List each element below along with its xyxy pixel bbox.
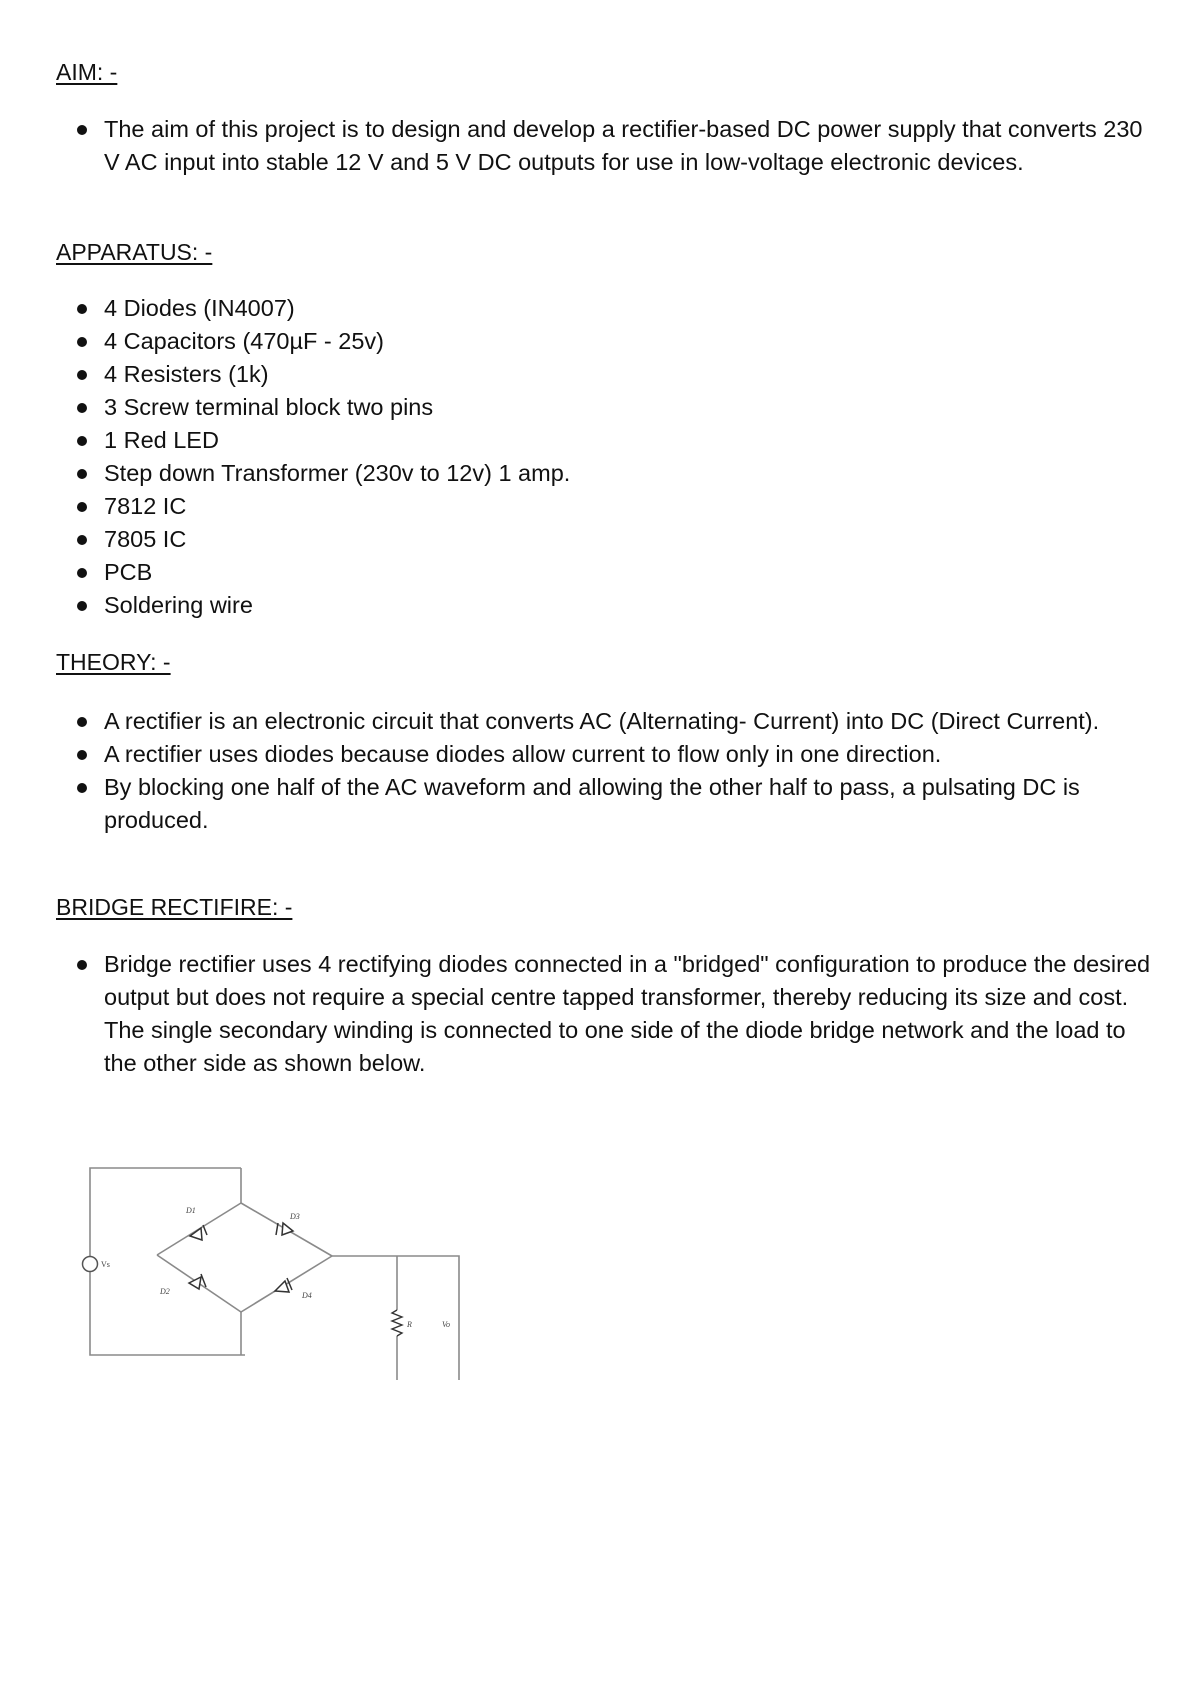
diode-d4-icon	[275, 1278, 292, 1292]
bridge-list	[56, 948, 1160, 1080]
d1-label: D1	[186, 1206, 196, 1215]
d4-label: D4	[302, 1291, 312, 1300]
source-label: Vs	[101, 1260, 110, 1269]
apparatus-item: PCB	[56, 556, 1160, 589]
ac-source-icon	[83, 1257, 98, 1272]
apparatus-item: 4 Capacitors (470µF - 25v)	[56, 325, 1160, 358]
theory-list	[56, 705, 1160, 837]
theory-item: By blocking one half of the AC waveform and allowing the other half to pass, a pulsating DC is produced.	[56, 771, 1160, 837]
apparatus-heading: APPARATUS: -	[56, 239, 213, 265]
theory-item: A rectifier is an electronic circuit that converts AC (Alternating- Current) into DC (Direct Current).	[56, 705, 1160, 738]
theory-heading: THEORY: -	[56, 649, 171, 675]
apparatus-item: 7805 IC	[56, 523, 1160, 556]
bridge-heading: BRIDGE RECTIFIRE: -	[56, 894, 293, 920]
apparatus-item: 4 Diodes (IN4007)	[56, 292, 1160, 325]
bridge-rectifier-diagram	[70, 1165, 470, 1380]
apparatus-item: 1 Red LED	[56, 424, 1160, 457]
aim-list	[56, 113, 1160, 179]
apparatus-list	[56, 292, 1160, 622]
apparatus-item: 4 Resisters (1k)	[56, 358, 1160, 391]
d3-label: D3	[290, 1212, 300, 1221]
output-label: Vo	[442, 1320, 450, 1329]
aim-item: The aim of this project is to design and develop a rectifier-based DC power supply that converts 230 V AC input into stable 12 V and 5 V DC outputs for use in low-voltage electronic devices.	[56, 113, 1160, 179]
resistor-icon	[392, 1310, 402, 1336]
apparatus-item: Soldering wire	[56, 589, 1160, 622]
d2-label: D2	[160, 1287, 170, 1296]
apparatus-item: Step down Transformer (230v to 12v) 1 amp.	[56, 457, 1160, 490]
apparatus-item: 3 Screw terminal block two pins	[56, 391, 1160, 424]
theory-item: A rectifier uses diodes because diodes allow current to flow only in one direction.	[56, 738, 1160, 771]
resistor-label: R	[407, 1320, 412, 1329]
output-wire	[332, 1256, 459, 1380]
apparatus-item: 7812 IC	[56, 490, 1160, 523]
aim-heading: AIM: -	[56, 59, 118, 85]
bridge-item: Bridge rectifier uses 4 rectifying diodes connected in a "bridged" configuration to produce the desired output but does not require a special centre tapped transformer, thereby reducing its size and cost. The single secondary winding is connected to one side of the diode bridge network and the load to the other side as shown below.	[56, 948, 1160, 1080]
